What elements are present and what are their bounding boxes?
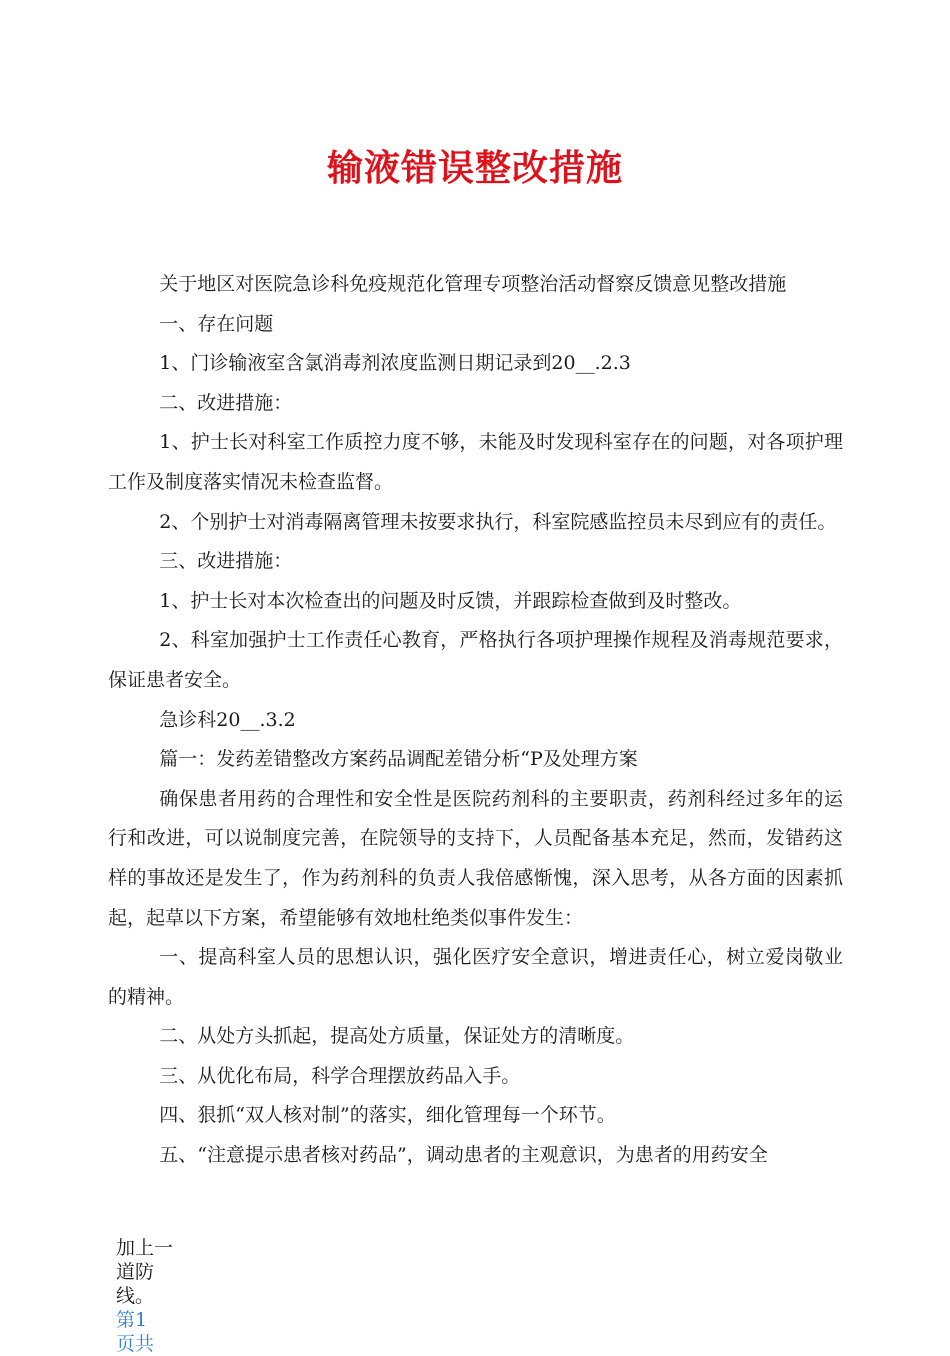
paragraph: 篇一：发药差错整改方案药品调配差错分析“P及处理方案 xyxy=(159,748,638,771)
paragraph: 1、门诊输液室含氯消毒剂浓度监测日期记录到20__.2.3 xyxy=(159,352,631,375)
paragraph: 三、改进措施： xyxy=(159,550,293,573)
paragraph: 2、个别护士对消毒隔离管理未按要求执行，科室院感监控员未尽到应有的责任。 xyxy=(159,510,837,533)
paragraph: 四、狠抓“双人核对制”的落实，细化管理每一个环节。 xyxy=(159,1104,616,1127)
document-body xyxy=(108,265,843,1176)
paragraph: 2、科室加强护士工作责任心教育，严格执行各项护理操作规程及消毒规范要求，保证患者安全。 xyxy=(108,629,843,691)
paragraph: 一、提高科室人员的思想认识，强化医疗安全意识，增进责任心，树立爱岗敬业的精神。 xyxy=(108,946,843,1008)
paragraph: 二、改进措施： xyxy=(159,391,293,414)
paragraph: 一、存在问题 xyxy=(159,312,274,335)
page-number-label[interactable]: 第1页共 xyxy=(116,1309,155,1355)
paragraph: 三、从优化布局，科学合理摆放药品入手。 xyxy=(159,1064,521,1087)
paragraph: 五、“注意提示患者核对药品”，调动患者的主观意识，为患者的用药安全 xyxy=(159,1144,768,1167)
document-title: 输液错误整改措施 xyxy=(326,148,623,189)
paragraph: 二、从处方头抓起，提高处方质量，保证处方的清晰度。 xyxy=(159,1025,635,1048)
paragraph: 急诊科20__.3.2 xyxy=(159,708,296,731)
overflow-tail-text: 加上一道防线。 xyxy=(116,1237,174,1307)
paragraph: 1、护士长对本次检查出的问题及时反馈，并跟踪检查做到及时整改。 xyxy=(159,589,742,612)
paragraph: 确保患者用药的合理性和安全性是医院药剂科的主要职责，药剂科经过多年的运行和改进，可以说制度完善，在院领导的支持下，人员配备基本充足，然而，发错药这样的事故还是发生了，作为药剂科的负责人我倍感惭愧，深入思考，从各方面的因素抓起，起草以下方案，希望能够有效地杜绝类似事件发生： xyxy=(108,787,843,929)
paragraph: 关于地区对医院急诊科免疫规范化管理专项整治活动督察反馈意见整改措施 xyxy=(159,273,787,295)
paragraph: 1、护士长对科室工作质控力度不够，未能及时发现科室存在的问题，对各项护理工作及制度落实情况未检查监督。 xyxy=(108,431,843,493)
